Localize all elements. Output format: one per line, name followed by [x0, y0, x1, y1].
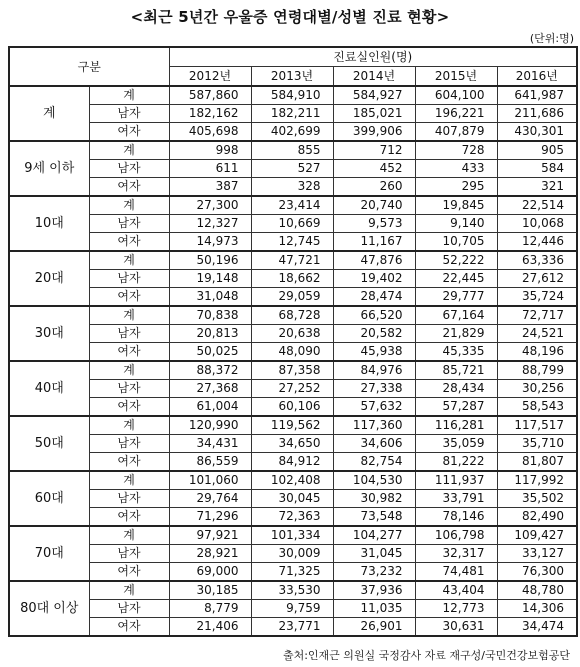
- value-cell: 117,517: [497, 416, 577, 435]
- value-cell: 48,090: [251, 343, 333, 362]
- table-row: [9, 618, 577, 637]
- value-cell: 23,414: [251, 196, 333, 215]
- value-cell: 18,662: [251, 270, 333, 288]
- age-group-cell: 50대: [9, 416, 89, 471]
- value-cell: 72,717: [497, 306, 577, 325]
- value-cell: 101,334: [251, 526, 333, 545]
- value-cell: 104,277: [333, 526, 415, 545]
- table-row: [9, 435, 577, 453]
- value-cell: 20,740: [333, 196, 415, 215]
- value-cell: 81,222: [415, 453, 497, 472]
- table-row: [9, 233, 577, 252]
- value-cell: 407,879: [415, 123, 497, 142]
- value-cell: 182,211: [251, 105, 333, 123]
- value-cell: 73,548: [333, 508, 415, 527]
- unit-label: (단위:명): [529, 32, 574, 45]
- sex-cell: 계: [89, 581, 169, 600]
- value-cell: 30,045: [251, 490, 333, 508]
- sex-cell: 남자: [89, 215, 169, 233]
- value-cell: 387: [169, 178, 251, 197]
- value-cell: 88,372: [169, 361, 251, 380]
- value-cell: 85,721: [415, 361, 497, 380]
- value-cell: 50,025: [169, 343, 251, 362]
- table-row: [9, 160, 577, 178]
- table-row: [9, 105, 577, 123]
- value-cell: 321: [497, 178, 577, 197]
- table-row: [9, 141, 577, 160]
- value-cell: 402,699: [251, 123, 333, 142]
- table-row: [9, 306, 577, 325]
- table-row: [9, 526, 577, 545]
- table-row: [9, 325, 577, 343]
- table-row: [9, 361, 577, 380]
- value-cell: 45,938: [333, 343, 415, 362]
- value-cell: 35,710: [497, 435, 577, 453]
- value-cell: 998: [169, 141, 251, 160]
- value-cell: 71,325: [251, 563, 333, 582]
- value-cell: 37,936: [333, 581, 415, 600]
- value-cell: 34,606: [333, 435, 415, 453]
- value-cell: 60,106: [251, 398, 333, 417]
- table-row: [9, 453, 577, 472]
- value-cell: 35,502: [497, 490, 577, 508]
- statistics-table: [8, 46, 578, 637]
- value-cell: 26,901: [333, 618, 415, 637]
- sex-cell: 남자: [89, 270, 169, 288]
- value-cell: 30,009: [251, 545, 333, 563]
- value-cell: 61,004: [169, 398, 251, 417]
- category-header: 구분: [9, 47, 169, 86]
- value-cell: 111,937: [415, 471, 497, 490]
- sex-cell: 계: [89, 196, 169, 215]
- value-cell: 328: [251, 178, 333, 197]
- value-cell: 9,140: [415, 215, 497, 233]
- value-cell: 8,779: [169, 600, 251, 618]
- value-cell: 47,876: [333, 251, 415, 270]
- value-cell: 102,408: [251, 471, 333, 490]
- value-cell: 11,035: [333, 600, 415, 618]
- sex-cell: 계: [89, 86, 169, 105]
- value-cell: 27,252: [251, 380, 333, 398]
- sex-cell: 계: [89, 141, 169, 160]
- value-cell: 28,434: [415, 380, 497, 398]
- value-cell: 82,490: [497, 508, 577, 527]
- value-cell: 855: [251, 141, 333, 160]
- sex-cell: 여자: [89, 123, 169, 142]
- sex-cell: 여자: [89, 508, 169, 527]
- value-cell: 196,221: [415, 105, 497, 123]
- value-cell: 31,045: [333, 545, 415, 563]
- value-cell: 34,431: [169, 435, 251, 453]
- value-cell: 23,771: [251, 618, 333, 637]
- value-cell: 116,281: [415, 416, 497, 435]
- header-row-1: [9, 47, 577, 67]
- year-header: 2013년: [251, 67, 333, 87]
- sex-cell: 남자: [89, 490, 169, 508]
- value-cell: 29,059: [251, 288, 333, 307]
- value-cell: 70,838: [169, 306, 251, 325]
- value-cell: 73,232: [333, 563, 415, 582]
- value-cell: 584: [497, 160, 577, 178]
- value-cell: 47,721: [251, 251, 333, 270]
- value-cell: 81,807: [497, 453, 577, 472]
- table-row: [9, 508, 577, 527]
- year-header: 2014년: [333, 67, 415, 87]
- value-cell: 28,921: [169, 545, 251, 563]
- value-cell: 19,402: [333, 270, 415, 288]
- value-cell: 12,327: [169, 215, 251, 233]
- value-cell: 67,164: [415, 306, 497, 325]
- value-cell: 260: [333, 178, 415, 197]
- value-cell: 584,927: [333, 86, 415, 105]
- table-row: [9, 380, 577, 398]
- sex-cell: 계: [89, 471, 169, 490]
- value-cell: 185,021: [333, 105, 415, 123]
- sex-cell: 남자: [89, 105, 169, 123]
- value-cell: 10,068: [497, 215, 577, 233]
- value-cell: 20,813: [169, 325, 251, 343]
- value-cell: 430,301: [497, 123, 577, 142]
- age-group-cell: 60대: [9, 471, 89, 526]
- table-row: [9, 251, 577, 270]
- value-cell: 82,754: [333, 453, 415, 472]
- value-cell: 78,146: [415, 508, 497, 527]
- table-row: [9, 600, 577, 618]
- table-row: [9, 581, 577, 600]
- table-row: [9, 270, 577, 288]
- value-cell: 76,300: [497, 563, 577, 582]
- value-cell: 34,650: [251, 435, 333, 453]
- value-cell: 30,256: [497, 380, 577, 398]
- value-cell: 9,759: [251, 600, 333, 618]
- value-cell: 587,860: [169, 86, 251, 105]
- value-cell: 20,582: [333, 325, 415, 343]
- sex-cell: 계: [89, 416, 169, 435]
- value-cell: 34,474: [497, 618, 577, 637]
- value-cell: 27,612: [497, 270, 577, 288]
- value-cell: 97,921: [169, 526, 251, 545]
- year-header: 2012년: [169, 67, 251, 87]
- value-cell: 50,196: [169, 251, 251, 270]
- value-cell: 117,992: [497, 471, 577, 490]
- source-footer: 출처:인재근 의원실 국정감사 자료 재구성/국민건강보험공단: [282, 649, 570, 662]
- value-cell: 728: [415, 141, 497, 160]
- value-cell: 31,048: [169, 288, 251, 307]
- table-row: [9, 196, 577, 215]
- value-cell: 405,698: [169, 123, 251, 142]
- value-cell: 109,427: [497, 526, 577, 545]
- sex-cell: 여자: [89, 288, 169, 307]
- value-cell: 21,406: [169, 618, 251, 637]
- value-cell: 86,559: [169, 453, 251, 472]
- table-row: [9, 343, 577, 362]
- value-cell: 9,573: [333, 215, 415, 233]
- value-cell: 68,728: [251, 306, 333, 325]
- value-cell: 57,632: [333, 398, 415, 417]
- sex-cell: 계: [89, 306, 169, 325]
- value-cell: 12,446: [497, 233, 577, 252]
- value-cell: 52,222: [415, 251, 497, 270]
- value-cell: 30,185: [169, 581, 251, 600]
- sex-cell: 여자: [89, 453, 169, 472]
- value-cell: 33,530: [251, 581, 333, 600]
- value-cell: 72,363: [251, 508, 333, 527]
- value-cell: 611: [169, 160, 251, 178]
- value-cell: 399,906: [333, 123, 415, 142]
- table-row: [9, 416, 577, 435]
- value-cell: 905: [497, 141, 577, 160]
- table-row: [9, 288, 577, 307]
- value-cell: 117,360: [333, 416, 415, 435]
- value-cell: 28,474: [333, 288, 415, 307]
- value-cell: 74,481: [415, 563, 497, 582]
- value-cell: 84,912: [251, 453, 333, 472]
- value-cell: 27,338: [333, 380, 415, 398]
- value-cell: 14,973: [169, 233, 251, 252]
- table-row: [9, 123, 577, 142]
- value-cell: 22,445: [415, 270, 497, 288]
- value-cell: 211,686: [497, 105, 577, 123]
- value-cell: 14,306: [497, 600, 577, 618]
- value-cell: 66,520: [333, 306, 415, 325]
- age-group-cell: 9세 이하: [9, 141, 89, 196]
- value-cell: 433: [415, 160, 497, 178]
- value-cell: 295: [415, 178, 497, 197]
- table-row: [9, 471, 577, 490]
- table-row: [9, 215, 577, 233]
- sex-cell: 남자: [89, 435, 169, 453]
- value-cell: 88,799: [497, 361, 577, 380]
- value-cell: 641,987: [497, 86, 577, 105]
- value-cell: 101,060: [169, 471, 251, 490]
- year-header: 2015년: [415, 67, 497, 87]
- sex-cell: 남자: [89, 600, 169, 618]
- value-cell: 33,127: [497, 545, 577, 563]
- value-cell: 30,631: [415, 618, 497, 637]
- age-group-cell: 10대: [9, 196, 89, 251]
- value-cell: 12,773: [415, 600, 497, 618]
- value-cell: 69,000: [169, 563, 251, 582]
- age-group-cell: 30대: [9, 306, 89, 361]
- value-cell: 19,845: [415, 196, 497, 215]
- age-group-cell: 20대: [9, 251, 89, 306]
- value-cell: 57,287: [415, 398, 497, 417]
- value-cell: 35,059: [415, 435, 497, 453]
- sex-cell: 남자: [89, 325, 169, 343]
- sex-cell: 남자: [89, 545, 169, 563]
- sex-cell: 여자: [89, 178, 169, 197]
- value-cell: 120,990: [169, 416, 251, 435]
- group-header: 진료실인원(명): [169, 47, 577, 67]
- value-cell: 604,100: [415, 86, 497, 105]
- value-cell: 584,910: [251, 86, 333, 105]
- value-cell: 21,829: [415, 325, 497, 343]
- value-cell: 30,982: [333, 490, 415, 508]
- sex-cell: 계: [89, 526, 169, 545]
- value-cell: 58,543: [497, 398, 577, 417]
- value-cell: 182,162: [169, 105, 251, 123]
- value-cell: 33,791: [415, 490, 497, 508]
- age-group-cell: 80대 이상: [9, 581, 89, 636]
- value-cell: 12,745: [251, 233, 333, 252]
- value-cell: 45,335: [415, 343, 497, 362]
- age-group-cell: 40대: [9, 361, 89, 416]
- age-group-cell: 계: [9, 86, 89, 141]
- table-row: [9, 545, 577, 563]
- value-cell: 35,724: [497, 288, 577, 307]
- sex-cell: 남자: [89, 380, 169, 398]
- table-row: [9, 178, 577, 197]
- value-cell: 48,196: [497, 343, 577, 362]
- value-cell: 27,368: [169, 380, 251, 398]
- sex-cell: 여자: [89, 343, 169, 362]
- value-cell: 22,514: [497, 196, 577, 215]
- value-cell: 452: [333, 160, 415, 178]
- year-header: 2016년: [497, 67, 577, 87]
- value-cell: 104,530: [333, 471, 415, 490]
- value-cell: 527: [251, 160, 333, 178]
- value-cell: 20,638: [251, 325, 333, 343]
- sex-cell: 여자: [89, 398, 169, 417]
- value-cell: 48,780: [497, 581, 577, 600]
- value-cell: 712: [333, 141, 415, 160]
- value-cell: 71,296: [169, 508, 251, 527]
- value-cell: 63,336: [497, 251, 577, 270]
- sex-cell: 여자: [89, 233, 169, 252]
- sex-cell: 남자: [89, 160, 169, 178]
- sex-cell: 계: [89, 361, 169, 380]
- table-row: [9, 398, 577, 417]
- value-cell: 24,521: [497, 325, 577, 343]
- sex-cell: 여자: [89, 618, 169, 637]
- value-cell: 29,777: [415, 288, 497, 307]
- value-cell: 19,148: [169, 270, 251, 288]
- sex-cell: 여자: [89, 563, 169, 582]
- value-cell: 10,705: [415, 233, 497, 252]
- value-cell: 106,798: [415, 526, 497, 545]
- sex-cell: 계: [89, 251, 169, 270]
- value-cell: 11,167: [333, 233, 415, 252]
- table-row: [9, 86, 577, 105]
- value-cell: 29,764: [169, 490, 251, 508]
- age-group-cell: 70대: [9, 526, 89, 581]
- value-cell: 119,562: [251, 416, 333, 435]
- document-title: <최근 5년간 우울증 연령대별/성별 진료 현황>: [130, 8, 450, 26]
- table-row: [9, 563, 577, 582]
- value-cell: 84,976: [333, 361, 415, 380]
- value-cell: 32,317: [415, 545, 497, 563]
- value-cell: 10,669: [251, 215, 333, 233]
- value-cell: 87,358: [251, 361, 333, 380]
- value-cell: 43,404: [415, 581, 497, 600]
- table-row: [9, 490, 577, 508]
- value-cell: 27,300: [169, 196, 251, 215]
